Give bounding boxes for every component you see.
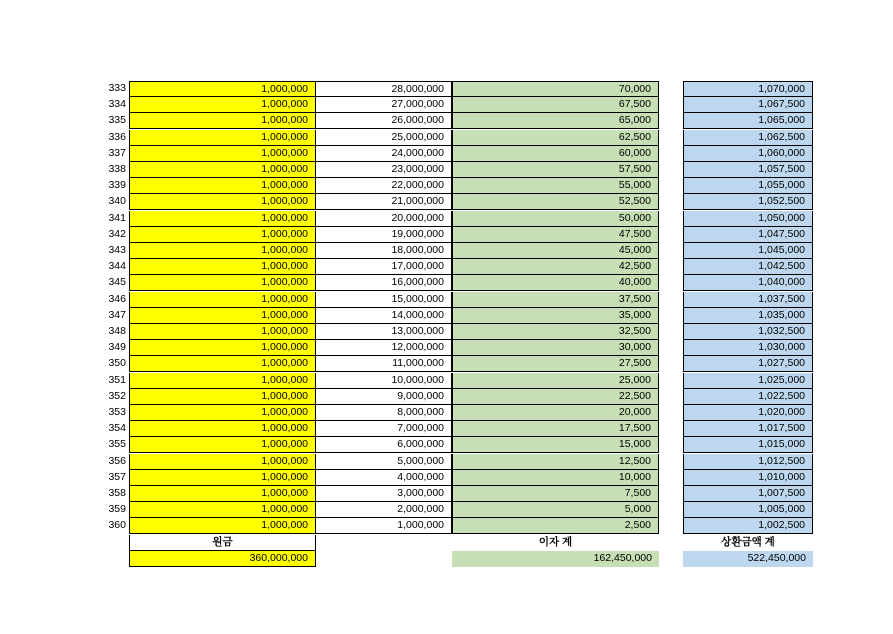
payment-cell[interactable]: 1,057,500 (683, 162, 813, 178)
table-row (0, 486, 893, 502)
row-number: 345 (108, 276, 126, 289)
balance-cell[interactable]: 10,000,000 (316, 373, 452, 389)
principal-cell[interactable]: 1,000,000 (129, 211, 316, 227)
interest-cell[interactable]: 45,000 (452, 243, 659, 259)
payment-cell[interactable]: 1,027,500 (683, 356, 813, 372)
principal-cell[interactable]: 1,000,000 (129, 437, 316, 453)
principal-cell[interactable]: 1,000,000 (129, 194, 316, 210)
interest-cell[interactable]: 65,000 (452, 113, 659, 129)
principal-total-label[interactable]: 원금 (129, 535, 316, 551)
table-row (0, 308, 893, 324)
balance-cell[interactable]: 8,000,000 (316, 405, 452, 421)
interest-cell[interactable]: 35,000 (452, 308, 659, 324)
interest-cell[interactable]: 67,500 (452, 97, 659, 113)
interest-cell[interactable]: 2,500 (452, 518, 659, 534)
payment-cell[interactable]: 1,015,000 (683, 437, 813, 453)
summary-label-row (0, 535, 893, 551)
table-row (0, 437, 893, 453)
interest-cell[interactable]: 32,500 (452, 324, 659, 340)
row-number: 341 (108, 211, 126, 224)
payment-cell[interactable]: 1,050,000 (683, 211, 813, 227)
principal-cell[interactable]: 1,000,000 (129, 162, 316, 178)
row-number: 348 (108, 325, 126, 337)
table-row (0, 275, 893, 291)
balance-cell[interactable]: 2,000,000 (316, 502, 452, 518)
payment-cell[interactable]: 1,035,000 (683, 308, 813, 324)
payment-cell[interactable]: 1,007,500 (683, 486, 813, 502)
balance-cell[interactable]: 22,000,000 (316, 178, 452, 194)
balance-cell[interactable]: 16,000,000 (316, 275, 452, 291)
balance-cell[interactable]: 25,000,000 (316, 130, 452, 146)
principal-cell[interactable]: 1,000,000 (129, 373, 316, 389)
interest-cell[interactable]: 52,500 (452, 194, 659, 210)
balance-cell[interactable]: 15,000,000 (316, 292, 452, 308)
interest-cell[interactable]: 27,500 (452, 356, 659, 372)
balance-cell[interactable]: 23,000,000 (316, 162, 452, 178)
table-row (0, 243, 893, 259)
table-row (0, 146, 893, 162)
interest-cell[interactable]: 25,000 (452, 373, 659, 389)
row-number: 339 (108, 179, 126, 192)
summary-total-row (0, 551, 893, 567)
payment-cell[interactable]: 1,020,000 (683, 405, 813, 421)
principal-cell[interactable]: 1,000,000 (129, 389, 316, 405)
balance-cell[interactable]: 18,000,000 (316, 243, 452, 259)
principal-cell[interactable]: 1,000,000 (129, 324, 316, 340)
payment-cell[interactable]: 1,022,500 (683, 389, 813, 405)
interest-cell[interactable]: 17,500 (452, 421, 659, 437)
payment-cell[interactable]: 1,010,000 (683, 470, 813, 486)
balance-cell[interactable]: 12,000,000 (316, 340, 452, 356)
payment-cell[interactable]: 1,047,500 (683, 227, 813, 243)
row-number: 354 (108, 422, 126, 435)
payment-cell[interactable]: 1,002,500 (683, 518, 813, 534)
row-number: 344 (108, 260, 126, 273)
principal-cell[interactable]: 1,000,000 (129, 518, 316, 534)
interest-cell[interactable]: 42,500 (452, 259, 659, 275)
interest-cell[interactable]: 57,500 (452, 162, 659, 178)
interest-cell[interactable]: 30,000 (452, 340, 659, 356)
row-number: 337 (108, 146, 126, 159)
table-row (0, 324, 893, 340)
payment-total-cell[interactable]: 522,450,000 (683, 551, 813, 567)
row-number: 349 (108, 341, 126, 354)
interest-cell[interactable]: 37,500 (452, 292, 659, 308)
interest-cell[interactable]: 60,000 (452, 146, 659, 162)
row-number: 335 (108, 114, 126, 127)
interest-cell[interactable]: 7,500 (452, 486, 659, 502)
principal-cell[interactable]: 1,000,000 (129, 356, 316, 372)
row-number: 336 (108, 130, 126, 143)
table-row (0, 81, 893, 97)
table-row (0, 421, 893, 437)
interest-cell[interactable]: 62,500 (452, 130, 659, 146)
principal-cell[interactable]: 1,000,000 (129, 243, 316, 259)
payment-cell[interactable]: 1,012,500 (683, 454, 813, 470)
balance-cell[interactable]: 7,000,000 (316, 421, 452, 437)
payment-cell[interactable]: 1,040,000 (683, 275, 813, 291)
table-row (0, 113, 893, 129)
row-number: 338 (108, 163, 126, 175)
balance-cell[interactable]: 5,000,000 (316, 454, 452, 470)
interest-cell[interactable]: 55,000 (452, 178, 659, 194)
interest-total-cell[interactable]: 162,450,000 (452, 551, 659, 567)
row-number: 357 (108, 470, 126, 483)
interest-cell[interactable]: 10,000 (452, 470, 659, 486)
payment-cell[interactable]: 1,030,000 (683, 340, 813, 356)
payment-cell[interactable]: 1,067,500 (683, 97, 813, 113)
table-row (0, 470, 893, 486)
row-number: 343 (108, 244, 126, 256)
payment-cell[interactable]: 1,055,000 (683, 178, 813, 194)
table-row (0, 356, 893, 372)
payment-cell[interactable]: 1,032,500 (683, 324, 813, 340)
table-row (0, 162, 893, 178)
payment-cell[interactable]: 1,060,000 (683, 146, 813, 162)
row-number: 356 (108, 454, 126, 467)
principal-cell[interactable]: 1,000,000 (129, 259, 316, 275)
row-number: 352 (108, 389, 126, 402)
balance-cell[interactable]: 20,000,000 (316, 211, 452, 227)
table-row (0, 178, 893, 194)
balance-cell[interactable]: 11,000,000 (316, 356, 452, 372)
row-number: 334 (108, 98, 126, 111)
balance-cell[interactable]: 4,000,000 (316, 470, 452, 486)
principal-cell[interactable]: 1,000,000 (129, 130, 316, 146)
interest-cell[interactable]: 12,500 (452, 454, 659, 470)
principal-cell[interactable]: 1,000,000 (129, 275, 316, 291)
row-number: 340 (108, 195, 126, 208)
table-row (0, 373, 893, 389)
balance-cell[interactable]: 17,000,000 (316, 259, 452, 275)
principal-cell[interactable]: 1,000,000 (129, 227, 316, 243)
row-number: 350 (108, 357, 126, 370)
row-number: 360 (108, 519, 126, 532)
payment-cell[interactable]: 1,025,000 (683, 373, 813, 389)
principal-cell[interactable]: 1,000,000 (129, 405, 316, 421)
interest-cell[interactable]: 20,000 (452, 405, 659, 421)
interest-cell[interactable]: 50,000 (452, 211, 659, 227)
table-row (0, 292, 893, 308)
principal-total-cell[interactable]: 360,000,000 (129, 551, 316, 567)
balance-cell[interactable]: 27,000,000 (316, 97, 452, 113)
table-row (0, 194, 893, 210)
interest-cell[interactable]: 5,000 (452, 502, 659, 518)
row-number: 358 (108, 487, 126, 499)
interest-total-label[interactable]: 이자 계 (538, 536, 573, 548)
table-row (0, 502, 893, 518)
principal-cell[interactable]: 1,000,000 (129, 470, 316, 486)
row-number: 333 (108, 82, 126, 94)
interest-cell[interactable]: 22,500 (452, 389, 659, 405)
principal-cell[interactable]: 1,000,000 (129, 292, 316, 308)
table-row (0, 454, 893, 470)
balance-cell[interactable]: 3,000,000 (316, 486, 452, 502)
balance-cell[interactable]: 1,000,000 (316, 518, 452, 534)
table-row (0, 211, 893, 227)
principal-cell[interactable]: 1,000,000 (129, 340, 316, 356)
payment-total-label[interactable]: 상환금액 계 (721, 536, 775, 548)
principal-cell[interactable]: 1,000,000 (129, 178, 316, 194)
balance-cell[interactable]: 28,000,000 (316, 81, 452, 97)
principal-cell[interactable]: 1,000,000 (129, 81, 316, 97)
table-row (0, 259, 893, 275)
interest-cell[interactable]: 70,000 (452, 81, 659, 97)
payment-cell[interactable]: 1,052,500 (683, 194, 813, 210)
row-number: 355 (108, 438, 126, 451)
table-row (0, 389, 893, 405)
table-row (0, 130, 893, 146)
principal-cell[interactable]: 1,000,000 (129, 454, 316, 470)
row-number: 342 (108, 227, 126, 240)
interest-cell[interactable]: 47,500 (452, 227, 659, 243)
table-row (0, 340, 893, 356)
balance-cell[interactable]: 6,000,000 (316, 437, 452, 453)
row-number: 359 (108, 503, 126, 516)
interest-cell[interactable]: 15,000 (452, 437, 659, 453)
row-number: 353 (108, 406, 126, 418)
balance-cell[interactable]: 21,000,000 (316, 194, 452, 210)
table-row (0, 518, 893, 534)
payment-cell[interactable]: 1,005,000 (683, 502, 813, 518)
balance-cell[interactable]: 14,000,000 (316, 308, 452, 324)
payment-cell[interactable]: 1,062,500 (683, 130, 813, 146)
principal-cell[interactable]: 1,000,000 (129, 113, 316, 129)
balance-cell[interactable]: 19,000,000 (316, 227, 452, 243)
payment-cell[interactable]: 1,037,500 (683, 292, 813, 308)
principal-cell[interactable]: 1,000,000 (129, 97, 316, 113)
principal-cell[interactable]: 1,000,000 (129, 502, 316, 518)
payment-cell[interactable]: 1,045,000 (683, 243, 813, 259)
table-row (0, 97, 893, 113)
table-row (0, 405, 893, 421)
payment-cell[interactable]: 1,042,500 (683, 259, 813, 275)
table-row (0, 227, 893, 243)
row-number: 347 (108, 308, 126, 321)
balance-cell[interactable]: 9,000,000 (316, 389, 452, 405)
principal-cell[interactable]: 1,000,000 (129, 421, 316, 437)
payment-cell[interactable]: 1,065,000 (683, 113, 813, 129)
interest-cell[interactable]: 40,000 (452, 275, 659, 291)
payment-cell[interactable]: 1,017,500 (683, 421, 813, 437)
payment-cell[interactable]: 1,070,000 (683, 81, 813, 97)
balance-cell[interactable]: 26,000,000 (316, 113, 452, 129)
principal-cell[interactable]: 1,000,000 (129, 308, 316, 324)
row-number: 346 (108, 292, 126, 305)
principal-cell[interactable]: 1,000,000 (129, 486, 316, 502)
balance-cell[interactable]: 24,000,000 (316, 146, 452, 162)
principal-cell[interactable]: 1,000,000 (129, 146, 316, 162)
row-number: 351 (108, 373, 126, 386)
balance-cell[interactable]: 13,000,000 (316, 324, 452, 340)
